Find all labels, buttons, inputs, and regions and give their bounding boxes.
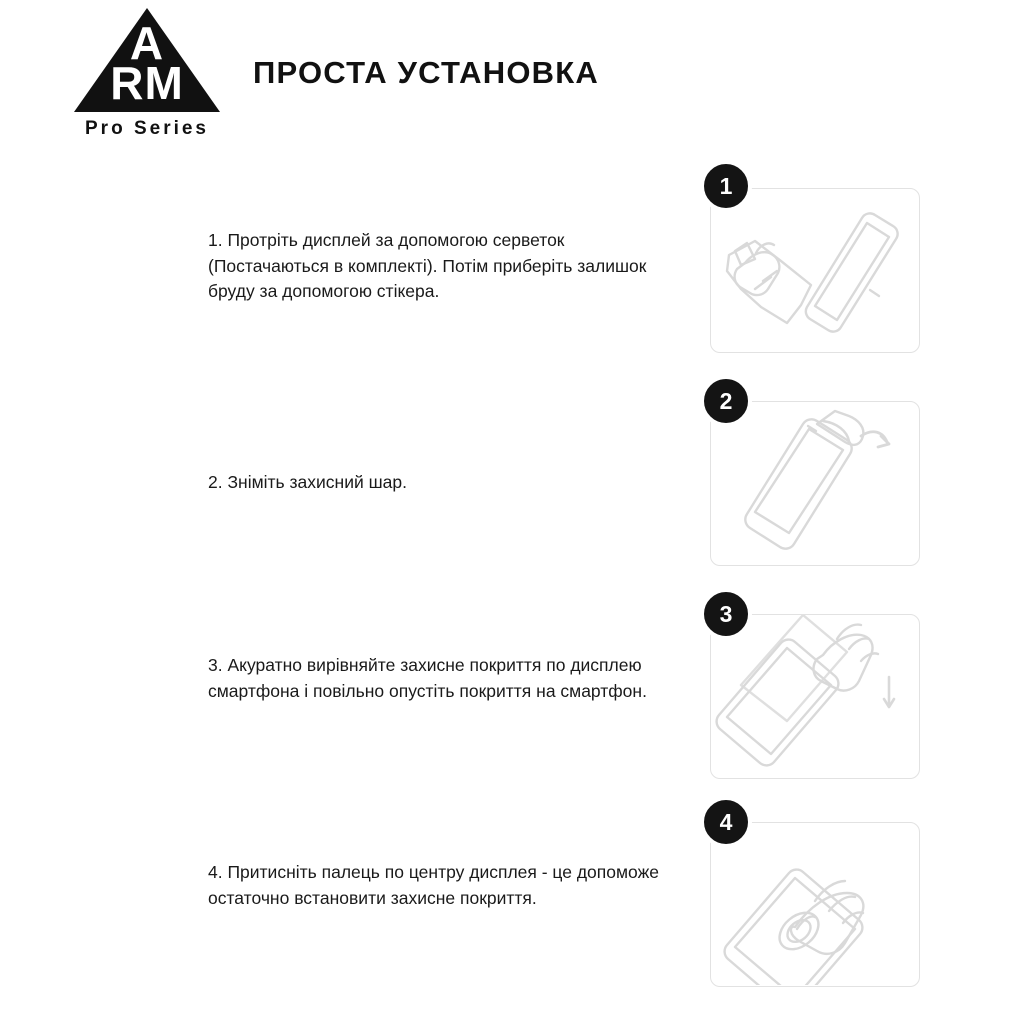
- step-3-badge: 3: [700, 588, 752, 640]
- step-2-badge: 2: [700, 375, 752, 427]
- logo-letter-rm: RM: [110, 56, 184, 109]
- step-3-text: 3. Акуратно вирівняйте захисне покриття по дисплею смартфона і повільно опустіть покриття на смартфон.: [208, 655, 647, 701]
- peel-film-icon: [711, 402, 918, 564]
- logo-letter-a: A: [129, 17, 165, 69]
- step-1-illustration-panel: [710, 188, 920, 353]
- step-4-text: 4. Притисніть палець по центру дисплея - це допоможе остаточно встановити захисне покриття.: [208, 862, 660, 908]
- step-2-illustration-panel: [710, 401, 920, 566]
- step-4-illustration-panel: [710, 822, 920, 987]
- logo-wordmark: [72, 17, 222, 109]
- step-4-badge: 4: [700, 796, 752, 848]
- align-glass-icon: [711, 615, 918, 777]
- brand-logo: [72, 6, 222, 146]
- press-center-icon: [711, 823, 918, 985]
- logo-subtitle: Pro Series: [85, 118, 209, 139]
- hand-wiping-phone-icon: [711, 189, 918, 351]
- step-3-illustration-panel: [710, 614, 920, 779]
- step-2-text: 2. Зніміть захисний шар.: [208, 472, 407, 492]
- step-1-badge: 1: [700, 160, 752, 212]
- step-1-text: 1. Протріть дисплей за допомогою серветок (Постачаються в комплекті). Потім приберіть залишок бруду за допомогою стікера.: [208, 230, 647, 302]
- page-title: ПРОСТА УСТАНОВКА: [253, 55, 599, 90]
